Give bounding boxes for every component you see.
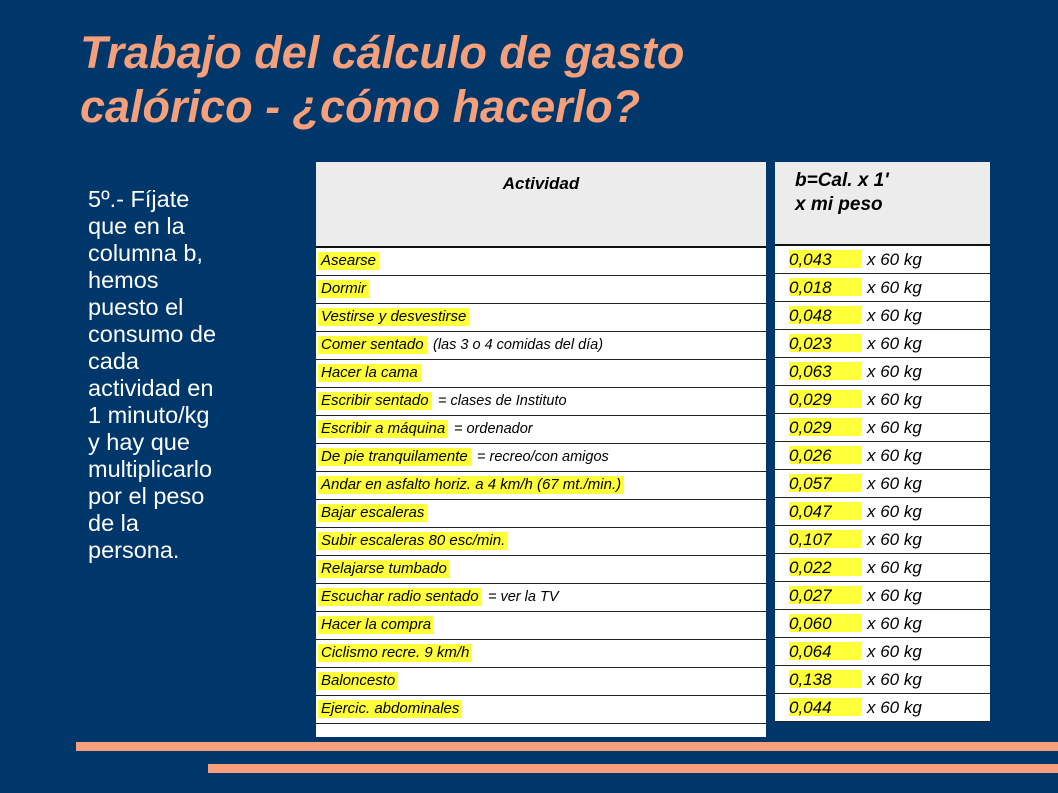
activity-name: De pie tranquilamente: [318, 448, 471, 466]
calorie-value: 0,060: [789, 614, 861, 632]
weight-multiplier: x 60 kg: [867, 502, 922, 521]
calorie-row: [775, 498, 990, 526]
calorie-row: [775, 638, 990, 666]
calorie-row: [775, 330, 990, 358]
explanation-line: persona.: [88, 537, 180, 563]
calorie-row: [775, 246, 990, 274]
explanation-line: cada: [88, 348, 139, 374]
calorie-table: [775, 162, 990, 722]
calorie-value: 0,022: [789, 558, 861, 576]
activity-rows: [316, 248, 766, 724]
activity-name: Ciclismo recre. 9 km/h: [318, 644, 472, 662]
calorie-rows: [775, 246, 990, 722]
activity-table-header: [316, 162, 766, 248]
weight-multiplier: x 60 kg: [867, 306, 922, 325]
weight-multiplier: x 60 kg: [867, 530, 922, 549]
calorie-row: [775, 442, 990, 470]
calorie-row: [775, 274, 990, 302]
calorie-table-header: [775, 162, 990, 246]
activity-name: Escuchar radio sentado: [318, 588, 482, 606]
calorie-value: 0,138: [789, 670, 861, 688]
calorie-row: [775, 666, 990, 694]
calorie-value: 0,057: [789, 474, 861, 492]
activity-note: = recreo/con amigos: [477, 449, 609, 465]
weight-multiplier: x 60 kg: [867, 390, 922, 409]
explanation-line: consumo de: [88, 321, 217, 347]
activity-name: Dormir: [318, 280, 369, 298]
activity-name: Hacer la cama: [318, 364, 421, 382]
activity-row: [316, 500, 766, 528]
slide-title-line-1: Trabajo del cálculo de gasto: [80, 27, 685, 78]
activity-name: Baloncesto: [318, 672, 398, 690]
activity-row: [316, 304, 766, 332]
activity-row: [316, 444, 766, 472]
calorie-value: 0,029: [789, 418, 861, 436]
activity-note: = clases de Instituto: [438, 393, 567, 409]
activity-row: [316, 388, 766, 416]
weight-multiplier: x 60 kg: [867, 418, 922, 437]
activity-note: = ver la TV: [488, 589, 559, 605]
slide-title: [80, 26, 980, 134]
activity-row: [316, 276, 766, 304]
calorie-row: [775, 414, 990, 442]
explanation-line: y hay que: [88, 429, 190, 455]
activity-name: Escribir sentado: [318, 392, 432, 410]
activity-row: [316, 556, 766, 584]
explanation-line: columna b,: [88, 240, 203, 266]
activity-name: Comer sentado: [318, 336, 427, 354]
weight-multiplier: x 60 kg: [867, 278, 922, 297]
explanation-line: que en la: [88, 213, 185, 239]
calorie-row: [775, 302, 990, 330]
calorie-row: [775, 526, 990, 554]
activity-row: [316, 612, 766, 640]
activity-row: [316, 668, 766, 696]
weight-multiplier: x 60 kg: [867, 698, 922, 717]
activity-name: Asearse: [318, 252, 379, 270]
calorie-row: [775, 554, 990, 582]
activity-row: [316, 528, 766, 556]
decorative-bar-bottom: [208, 764, 1058, 773]
explanation-line: hemos: [88, 267, 159, 293]
calorie-row: [775, 386, 990, 414]
activity-row: [316, 696, 766, 724]
calorie-value: 0,026: [789, 446, 861, 464]
calorie-value: 0,023: [789, 334, 861, 352]
activity-name: Bajar escaleras: [318, 504, 427, 522]
activity-name: Relajarse tumbado: [318, 560, 450, 578]
calorie-value: 0,048: [789, 306, 861, 324]
weight-multiplier: x 60 kg: [867, 446, 922, 465]
weight-multiplier: x 60 kg: [867, 362, 922, 381]
explanation-line: de la: [88, 510, 139, 536]
explanation-line: actividad en: [88, 375, 214, 401]
calorie-value: 0,107: [789, 530, 861, 548]
activity-name: Subir escaleras 80 esc/min.: [318, 532, 508, 550]
calorie-row: [775, 610, 990, 638]
calorie-value: 0,043: [789, 250, 861, 268]
explanation-text: [88, 186, 268, 564]
activity-row: [316, 248, 766, 276]
activity-row: [316, 472, 766, 500]
activity-row: [316, 640, 766, 668]
slide-title-line-2: calórico - ¿cómo hacerlo?: [80, 81, 641, 132]
calorie-value: 0,044: [789, 698, 861, 716]
weight-multiplier: x 60 kg: [867, 558, 922, 577]
calorie-row: [775, 694, 990, 722]
activity-name: Hacer la compra: [318, 616, 434, 634]
activity-row: [316, 584, 766, 612]
weight-multiplier: x 60 kg: [867, 586, 922, 605]
calorie-header-line-2: x mi peso: [795, 194, 883, 215]
activity-name: Escribir a máquina: [318, 420, 448, 438]
weight-multiplier: x 60 kg: [867, 474, 922, 493]
calorie-value: 0,029: [789, 390, 861, 408]
calorie-value: 0,047: [789, 502, 861, 520]
calorie-value: 0,018: [789, 278, 861, 296]
activity-note: = ordenador: [454, 421, 533, 437]
calorie-value: 0,027: [789, 586, 861, 604]
calorie-row: [775, 470, 990, 498]
decorative-bar-top: [76, 742, 1058, 751]
weight-multiplier: x 60 kg: [867, 642, 922, 661]
activity-name: Andar en asfalto horiz. a 4 km/h (67 mt./min.): [318, 476, 624, 494]
activity-name: Vestirse y desvestirse: [318, 308, 469, 326]
calorie-row: [775, 358, 990, 386]
explanation-line: multiplicarlo: [88, 456, 213, 482]
explanation-line: 5º.- Fíjate: [88, 186, 190, 212]
explanation-line: 1 minuto/kg: [88, 402, 210, 428]
weight-multiplier: x 60 kg: [867, 614, 922, 633]
calorie-row: [775, 582, 990, 610]
activity-row: [316, 416, 766, 444]
calorie-value: 0,063: [789, 362, 861, 380]
activity-name: Ejercic. abdominales: [318, 700, 462, 718]
weight-multiplier: x 60 kg: [867, 670, 922, 689]
activity-table: [316, 162, 766, 737]
activity-row: [316, 360, 766, 388]
activity-header-label: Actividad: [502, 174, 580, 193]
activity-note: (las 3 o 4 comidas del día): [433, 337, 604, 353]
activity-row: [316, 332, 766, 360]
weight-multiplier: x 60 kg: [867, 334, 922, 353]
calorie-header-line-1: b=Cal. x 1': [795, 170, 889, 191]
calorie-value: 0,064: [789, 642, 861, 660]
weight-multiplier: x 60 kg: [867, 250, 922, 269]
explanation-line: puesto el: [88, 294, 184, 320]
explanation-line: por el peso: [88, 483, 205, 509]
